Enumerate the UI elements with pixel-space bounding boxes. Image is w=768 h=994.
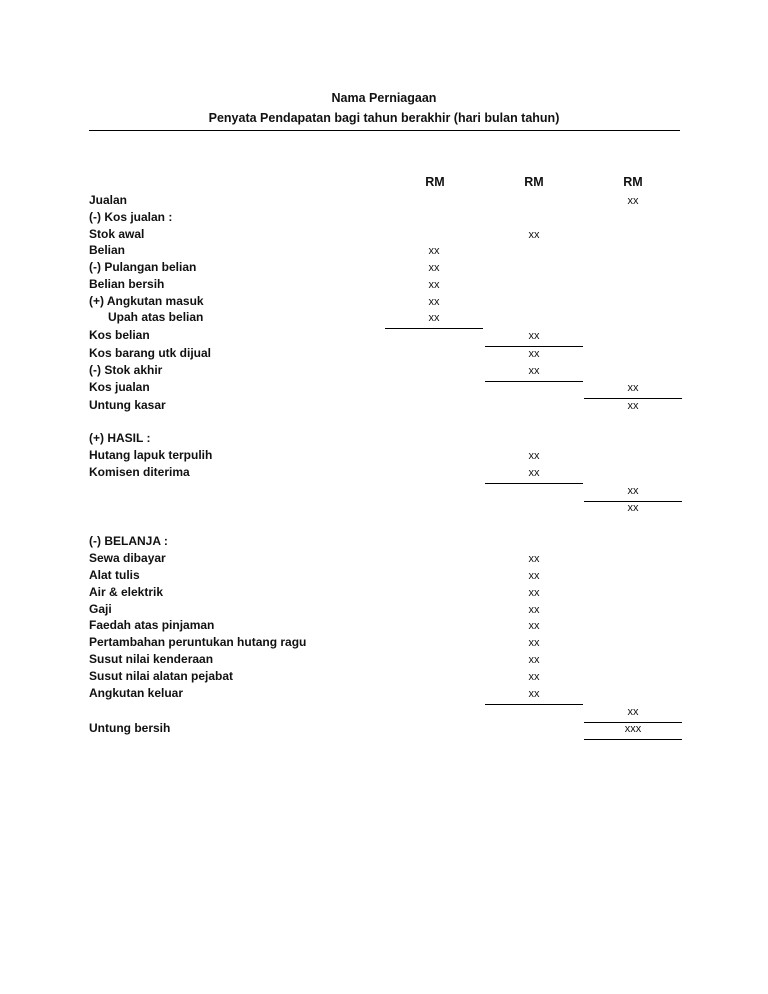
statement-row: [0, 585, 768, 602]
statement-row: [0, 346, 768, 363]
row-label: Komisen diterima: [89, 465, 190, 479]
row-label: Sewa dibayar: [89, 551, 166, 565]
statement-row: [0, 380, 768, 397]
statement-row: [0, 686, 768, 703]
amount-c2: xx: [485, 330, 583, 342]
statement-row: [0, 500, 768, 517]
row-label: (-) Kos jualan :: [89, 210, 173, 224]
statement-row: [0, 465, 768, 482]
statement-row: [0, 721, 768, 738]
amount-c2: xx: [485, 467, 583, 479]
statement-row: [0, 534, 768, 551]
amount-c3: xx: [584, 485, 682, 497]
row-label: (-) Pulangan belian: [89, 260, 197, 274]
statement-row: [0, 328, 768, 345]
statement-row: [0, 618, 768, 635]
statement-row: [0, 193, 768, 210]
column-header-3: RM: [623, 175, 643, 189]
statement-row: [0, 310, 768, 327]
row-label: Belian: [89, 243, 126, 257]
statement-row: [0, 398, 768, 415]
amount-c3: xxx: [584, 723, 682, 735]
amount-c2: xx: [528, 637, 540, 649]
row-label: (+) HASIL :: [89, 431, 151, 445]
statement-row: [0, 260, 768, 277]
row-label: Alat tulis: [89, 568, 140, 582]
amount-c2: xx: [528, 587, 540, 599]
statement-row: [0, 363, 768, 380]
row-label: Stok awal: [89, 227, 145, 241]
statement-row: [0, 243, 768, 260]
statement-row: [0, 483, 768, 500]
amount-c2: xx: [528, 671, 540, 683]
row-label: Gaji: [89, 602, 112, 616]
amount-c2: xx: [485, 365, 583, 377]
row-label: Susut nilai kenderaan: [89, 652, 214, 666]
statement-row: [0, 551, 768, 568]
row-label: Untung bersih: [89, 721, 171, 735]
statement-title: Penyata Pendapatan bagi tahun berakhir (hari bulan tahun): [208, 111, 560, 125]
statement-row: [0, 277, 768, 294]
row-label: Belian bersih: [89, 277, 165, 291]
amount-c3: xx: [627, 502, 639, 514]
statement-row: [0, 431, 768, 448]
amount-c3: xx: [627, 195, 639, 207]
business-name: Nama Perniagaan: [331, 91, 437, 105]
row-label: Angkutan keluar: [89, 686, 184, 700]
amount-c3: xx: [584, 706, 682, 718]
row-label: Jualan: [89, 193, 128, 207]
row-label: Kos belian: [89, 328, 150, 342]
row-label: Untung kasar: [89, 398, 166, 412]
column-header-2: RM: [524, 175, 544, 189]
row-label: (-) BELANJA :: [89, 534, 168, 548]
row-label: (+) Angkutan masuk: [89, 294, 204, 308]
statement-row: [0, 294, 768, 311]
row-label: Hutang lapuk terpulih: [89, 448, 213, 462]
row-label: Kos jualan: [89, 380, 150, 394]
amount-c3: xx: [584, 382, 682, 394]
amount-c1: xx: [428, 279, 440, 291]
amount-c2: xx: [528, 450, 540, 462]
amount-c2: xx: [485, 688, 583, 700]
statement-row: [0, 568, 768, 585]
statement-row: [0, 210, 768, 227]
amount-c2: xx: [528, 654, 540, 666]
statement-row: [0, 602, 768, 619]
row-label: Faedah atas pinjaman: [89, 618, 215, 632]
amount-c2: xx: [528, 620, 540, 632]
row-label: (-) Stok akhir: [89, 363, 163, 377]
statement-row: [0, 227, 768, 244]
amount-c2: xx: [528, 553, 540, 565]
row-label: Kos barang utk dijual: [89, 346, 212, 360]
amount-c3: xx: [627, 400, 639, 412]
statement-row: [0, 669, 768, 686]
statement-row: [0, 652, 768, 669]
row-label: Air & elektrik: [89, 585, 164, 599]
amount-c2: xx: [528, 570, 540, 582]
amount-c1: xx: [428, 262, 440, 274]
amount-c1: xx: [428, 296, 440, 308]
statement-row: [0, 635, 768, 652]
amount-c1: xx: [428, 245, 440, 257]
amount-c2: xx: [528, 604, 540, 616]
statement-row: [0, 448, 768, 465]
amount-c2: xx: [528, 229, 540, 241]
row-label: Pertambahan peruntukan hutang ragu: [89, 635, 307, 649]
amount-c2: xx: [528, 348, 540, 360]
column-header-1: RM: [425, 175, 445, 189]
amount-c1: xx: [385, 312, 483, 324]
row-label: Upah atas belian: [108, 310, 204, 324]
row-label: Susut nilai alatan pejabat: [89, 669, 234, 683]
statement-row: [0, 704, 768, 721]
